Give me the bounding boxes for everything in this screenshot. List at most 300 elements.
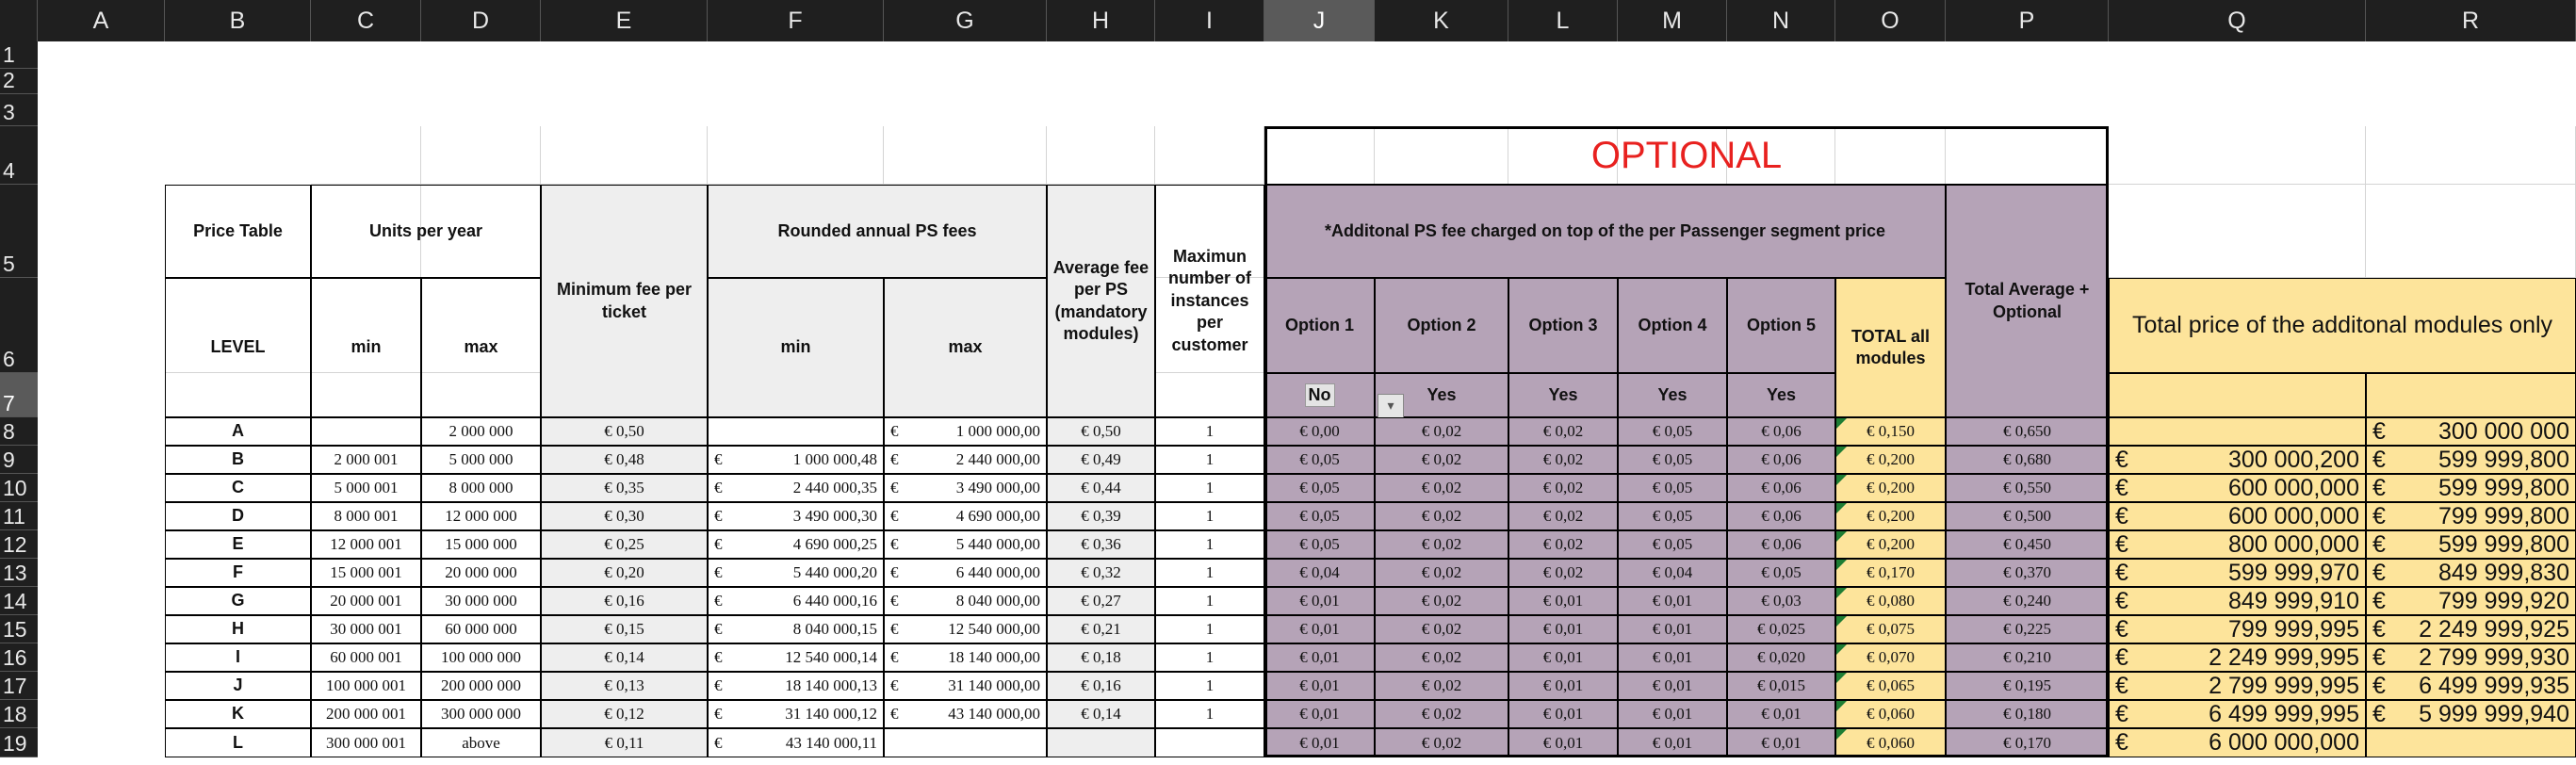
total-average-cell[interactable]: € 0,195: [1946, 672, 2109, 700]
units-max-cell[interactable]: 30 000 000: [421, 587, 541, 615]
amount-value: 3 490 000,30: [792, 507, 877, 525]
row-header-11[interactable]: 11: [0, 502, 38, 530]
option-3-fee-cell[interactable]: € 0,01: [1508, 615, 1618, 643]
level-cell[interactable]: H: [165, 615, 311, 643]
average-fee-cell[interactable]: € 0,18: [1047, 643, 1155, 672]
units-min-cell[interactable]: 15 000 001: [311, 559, 421, 587]
module-price-r-cell[interactable]: [2366, 643, 2576, 672]
option-3-fee-cell[interactable]: € 0,02: [1508, 502, 1618, 530]
module-price-q-cell[interactable]: [2109, 502, 2366, 530]
currency-symbol: €: [714, 648, 723, 666]
amount-value: 300 000,200: [2227, 446, 2359, 473]
total-modules-cell[interactable]: € 0,075: [1835, 615, 1946, 643]
yellow-blank-cell[interactable]: [2366, 373, 2576, 417]
header-fees-min: min: [708, 278, 884, 417]
units-min-cell[interactable]: [311, 417, 421, 446]
total-average-cell[interactable]: € 0,450: [1946, 530, 2109, 559]
module-price-r-cell[interactable]: [2366, 446, 2576, 474]
option-5-fee-cell[interactable]: € 0,05: [1727, 559, 1835, 587]
min-fee-cell[interactable]: € 0,35: [541, 474, 708, 502]
option-1-fee-cell[interactable]: € 0,05: [1264, 446, 1375, 474]
units-max-cell[interactable]: 5 000 000: [421, 446, 541, 474]
module-price-r-cell[interactable]: [2366, 559, 2576, 587]
units-max-cell[interactable]: 300 000 000: [421, 700, 541, 728]
total-average-cell[interactable]: € 0,550: [1946, 474, 2109, 502]
row-header-9[interactable]: 9: [0, 446, 38, 474]
instances-cell[interactable]: 1: [1155, 643, 1264, 672]
module-price-r-cell[interactable]: [2366, 530, 2576, 559]
amount-value: 6 499 999,935: [2419, 672, 2569, 699]
currency-symbol: €: [2372, 587, 2386, 614]
option-1-fee-cell[interactable]: € 0,01: [1264, 728, 1375, 757]
min-fee-cell[interactable]: € 0,15: [541, 615, 708, 643]
option-4-fee-cell[interactable]: € 0,01: [1618, 728, 1727, 757]
units-max-cell[interactable]: above: [421, 728, 541, 757]
grid-cell[interactable]: [2109, 126, 2366, 185]
fees-max-cell[interactable]: [884, 728, 1047, 757]
column-header-g[interactable]: G: [884, 0, 1047, 41]
instances-cell[interactable]: 1: [1155, 417, 1264, 446]
fees-min-cell[interactable]: [708, 728, 884, 757]
instances-cell[interactable]: 1: [1155, 530, 1264, 559]
total-average-cell[interactable]: € 0,370: [1946, 559, 2109, 587]
fees-min-cell[interactable]: [708, 530, 884, 559]
fees-min-cell[interactable]: [708, 643, 884, 672]
column-header-l[interactable]: L: [1508, 0, 1618, 41]
column-header-e[interactable]: E: [541, 0, 708, 41]
option-5-fee-cell[interactable]: € 0,06: [1727, 502, 1835, 530]
min-fee-cell[interactable]: € 0,14: [541, 643, 708, 672]
option-2-fee-cell[interactable]: € 0,02: [1375, 643, 1508, 672]
row-header-18[interactable]: 18: [0, 700, 38, 728]
amount-value: 4 690 000,00: [955, 507, 1040, 525]
module-price-r-cell[interactable]: [2366, 474, 2576, 502]
total-modules-cell[interactable]: € 0,200: [1835, 446, 1946, 474]
level-cell[interactable]: G: [165, 587, 311, 615]
option-1-fee-cell[interactable]: € 0,05: [1264, 530, 1375, 559]
option-3-fee-cell[interactable]: € 0,02: [1508, 530, 1618, 559]
module-price-q-cell[interactable]: [2109, 672, 2366, 700]
units-max-cell[interactable]: 200 000 000: [421, 672, 541, 700]
module-price-r-cell[interactable]: [2366, 502, 2576, 530]
option-1-fee-cell[interactable]: € 0,00: [1264, 417, 1375, 446]
option-4-fee-cell[interactable]: € 0,01: [1618, 672, 1727, 700]
min-fee-cell[interactable]: € 0,25: [541, 530, 708, 559]
average-fee-cell[interactable]: € 0,27: [1047, 587, 1155, 615]
header-average-fee: Average fee per PS (mandatory modules): [1047, 185, 1155, 417]
currency-symbol: €: [890, 535, 899, 553]
grid-cell[interactable]: [1155, 126, 1264, 185]
min-fee-cell[interactable]: € 0,20: [541, 559, 708, 587]
average-fee-cell[interactable]: [1047, 728, 1155, 757]
instances-cell[interactable]: [1155, 728, 1264, 757]
units-max-cell[interactable]: 100 000 000: [421, 643, 541, 672]
grid-cell[interactable]: [541, 126, 708, 185]
row-header-2[interactable]: 2: [0, 69, 38, 94]
level-cell[interactable]: A: [165, 417, 311, 446]
currency-symbol: €: [2115, 615, 2128, 643]
min-fee-cell[interactable]: € 0,13: [541, 672, 708, 700]
option-5-fee-cell[interactable]: € 0,06: [1727, 446, 1835, 474]
column-header-a[interactable]: A: [38, 0, 165, 41]
column-header-k[interactable]: K: [1375, 0, 1508, 41]
total-average-cell[interactable]: € 0,180: [1946, 700, 2109, 728]
row-header-12[interactable]: 12: [0, 530, 38, 559]
average-fee-cell[interactable]: € 0,39: [1047, 502, 1155, 530]
option-4-fee-cell[interactable]: € 0,05: [1618, 417, 1727, 446]
option-2-fee-cell[interactable]: € 0,02: [1375, 728, 1508, 757]
option-5-fee-cell[interactable]: € 0,06: [1727, 530, 1835, 559]
units-max-cell[interactable]: 20 000 000: [421, 559, 541, 587]
module-price-r-cell[interactable]: [2366, 672, 2576, 700]
total-modules-cell[interactable]: € 0,200: [1835, 502, 1946, 530]
option-3-fee-cell[interactable]: € 0,01: [1508, 672, 1618, 700]
option-4-value: Yes: [1657, 384, 1687, 404]
average-fee-cell[interactable]: € 0,50: [1047, 417, 1155, 446]
amount-value: 2 440 000,35: [792, 479, 877, 496]
row-header-16[interactable]: 16: [0, 643, 38, 672]
module-price-q-cell[interactable]: [2109, 446, 2366, 474]
module-price-r-cell[interactable]: [2366, 700, 2576, 728]
level-cell[interactable]: K: [165, 700, 311, 728]
module-price-r-cell[interactable]: [2366, 417, 2576, 446]
row-header-10[interactable]: 10: [0, 474, 38, 502]
total-modules-cell[interactable]: € 0,200: [1835, 474, 1946, 502]
option-2-fee-cell[interactable]: € 0,02: [1375, 417, 1508, 446]
row-header-6[interactable]: 6: [0, 278, 38, 373]
module-price-q-cell[interactable]: [2109, 700, 2366, 728]
option-3-fee-cell[interactable]: € 0,01: [1508, 728, 1618, 757]
instances-cell[interactable]: 1: [1155, 559, 1264, 587]
module-price-q-cell[interactable]: [2109, 728, 2366, 757]
option-4-fee-cell[interactable]: € 0,05: [1618, 530, 1727, 559]
option-3-fee-cell[interactable]: € 0,02: [1508, 474, 1618, 502]
option-3-fee-cell[interactable]: € 0,01: [1508, 643, 1618, 672]
fees-max-cell[interactable]: [884, 587, 1047, 615]
option-5-fee-cell[interactable]: € 0,06: [1727, 474, 1835, 502]
total-modules-cell[interactable]: € 0,065: [1835, 672, 1946, 700]
min-fee-cell[interactable]: € 0,50: [541, 417, 708, 446]
instances-cell[interactable]: 1: [1155, 474, 1264, 502]
option-2-fee-cell[interactable]: € 0,02: [1375, 672, 1508, 700]
units-min-cell[interactable]: 200 000 001: [311, 700, 421, 728]
instances-cell[interactable]: 1: [1155, 700, 1264, 728]
row-header-1[interactable]: 1: [0, 41, 38, 69]
total-modules-cell[interactable]: € 0,200: [1835, 530, 1946, 559]
row-header-4[interactable]: 4: [0, 126, 38, 185]
min-fee-cell[interactable]: € 0,12: [541, 700, 708, 728]
units-min-cell[interactable]: 2 000 001: [311, 446, 421, 474]
column-header-c[interactable]: C: [311, 0, 421, 41]
currency-symbol: €: [714, 592, 723, 610]
level-cell[interactable]: F: [165, 559, 311, 587]
average-fee-cell[interactable]: € 0,44: [1047, 474, 1155, 502]
average-fee-cell[interactable]: € 0,14: [1047, 700, 1155, 728]
total-average-cell[interactable]: € 0,500: [1946, 502, 2109, 530]
option-1-fee-cell[interactable]: € 0,05: [1264, 474, 1375, 502]
module-price-q-cell[interactable]: [2109, 530, 2366, 559]
row-header-8[interactable]: 8: [0, 417, 38, 446]
module-price-r-cell[interactable]: [2366, 728, 2576, 757]
units-min-cell[interactable]: 8 000 001: [311, 502, 421, 530]
option-3-choice[interactable]: [1508, 373, 1618, 417]
fees-min-cell[interactable]: [708, 700, 884, 728]
units-max-cell[interactable]: 12 000 000: [421, 502, 541, 530]
column-header-h[interactable]: H: [1047, 0, 1155, 41]
units-max-cell[interactable]: 2 000 000: [421, 417, 541, 446]
option-4-fee-cell[interactable]: € 0,05: [1618, 474, 1727, 502]
fees-max-cell[interactable]: [884, 474, 1047, 502]
row-header-13[interactable]: 13: [0, 559, 38, 587]
row-header-14[interactable]: 14: [0, 587, 38, 615]
currency-symbol: €: [714, 535, 723, 553]
amount-value: 1 000 000,48: [792, 450, 877, 468]
option-1-fee-cell[interactable]: € 0,01: [1264, 672, 1375, 700]
average-fee-cell[interactable]: € 0,36: [1047, 530, 1155, 559]
average-fee-cell[interactable]: € 0,32: [1047, 559, 1155, 587]
fees-min-cell[interactable]: [708, 446, 884, 474]
total-average-cell[interactable]: € 0,680: [1946, 446, 2109, 474]
option-5-fee-cell[interactable]: € 0,015: [1727, 672, 1835, 700]
option-2-fee-cell[interactable]: € 0,02: [1375, 700, 1508, 728]
total-average-cell[interactable]: € 0,225: [1946, 615, 2109, 643]
grid-cell[interactable]: [311, 126, 421, 185]
option-4-fee-cell[interactable]: € 0,05: [1618, 502, 1727, 530]
average-fee-cell[interactable]: € 0,49: [1047, 446, 1155, 474]
module-price-r-cell[interactable]: [2366, 587, 2576, 615]
option-5-fee-cell[interactable]: € 0,025: [1727, 615, 1835, 643]
column-header-m[interactable]: M: [1618, 0, 1727, 41]
fees-max-cell[interactable]: [884, 559, 1047, 587]
header-units-min: min: [311, 278, 421, 417]
row-header-5[interactable]: 5: [0, 185, 38, 278]
header-total-average-optional: Total Average + Optional: [1946, 185, 2109, 417]
module-price-q-cell[interactable]: [2109, 559, 2366, 587]
units-min-cell[interactable]: 60 000 001: [311, 643, 421, 672]
fees-max-cell[interactable]: [884, 643, 1047, 672]
column-header-n[interactable]: N: [1727, 0, 1835, 41]
level-cell[interactable]: L: [165, 728, 311, 757]
option-1-fee-cell[interactable]: € 0,04: [1264, 559, 1375, 587]
instances-cell[interactable]: 1: [1155, 615, 1264, 643]
total-modules-cell[interactable]: € 0,170: [1835, 559, 1946, 587]
module-price-q-cell[interactable]: [2109, 615, 2366, 643]
currency-symbol: €: [890, 705, 899, 723]
module-price-q-cell[interactable]: [2109, 643, 2366, 672]
option-5-fee-cell[interactable]: € 0,020: [1727, 643, 1835, 672]
fees-min-cell[interactable]: [708, 502, 884, 530]
option-3-fee-cell[interactable]: € 0,01: [1508, 587, 1618, 615]
option-2-fee-cell[interactable]: € 0,02: [1375, 559, 1508, 587]
module-price-q-cell[interactable]: [2109, 417, 2366, 446]
column-header-r[interactable]: R: [2366, 0, 2576, 41]
fees-min-cell[interactable]: [708, 417, 884, 446]
level-cell[interactable]: D: [165, 502, 311, 530]
currency-symbol: €: [714, 563, 723, 581]
currency-symbol: €: [2372, 643, 2386, 671]
grid-cell[interactable]: [421, 126, 541, 185]
units-max-cell[interactable]: 15 000 000: [421, 530, 541, 559]
total-modules-cell[interactable]: € 0,060: [1835, 700, 1946, 728]
header-option-1: Option 1: [1264, 278, 1375, 373]
units-min-cell[interactable]: 300 000 001: [311, 728, 421, 757]
fees-min-cell[interactable]: [708, 672, 884, 700]
currency-symbol: €: [714, 620, 723, 638]
fees-min-cell[interactable]: [708, 474, 884, 502]
grid-cell[interactable]: [884, 126, 1047, 185]
currency-symbol: €: [2115, 530, 2128, 558]
chevron-down-icon[interactable]: ▾: [1378, 394, 1404, 418]
option-3-fee-cell[interactable]: € 0,02: [1508, 559, 1618, 587]
row-header-15[interactable]: 15: [0, 615, 38, 643]
column-header-b[interactable]: B: [165, 0, 311, 41]
column-header-p[interactable]: P: [1946, 0, 2109, 41]
option-3-fee-cell[interactable]: € 0,02: [1508, 417, 1618, 446]
currency-symbol: €: [890, 676, 899, 694]
currency-symbol: €: [2372, 700, 2386, 727]
option-1-fee-cell[interactable]: € 0,01: [1264, 643, 1375, 672]
instances-cell[interactable]: 1: [1155, 446, 1264, 474]
amount-value: 18 140 000,13: [785, 676, 877, 694]
level-cell[interactable]: E: [165, 530, 311, 559]
units-min-cell[interactable]: 20 000 001: [311, 587, 421, 615]
option-2-fee-cell[interactable]: € 0,02: [1375, 615, 1508, 643]
column-header-d[interactable]: D: [421, 0, 541, 41]
option-1-fee-cell[interactable]: € 0,05: [1264, 502, 1375, 530]
module-price-r-cell[interactable]: [2366, 615, 2576, 643]
level-cell[interactable]: B: [165, 446, 311, 474]
grid-cell[interactable]: [2366, 185, 2576, 278]
amount-value: 600 000,000: [2227, 502, 2359, 529]
instances-cell[interactable]: 1: [1155, 672, 1264, 700]
units-max-cell[interactable]: 60 000 000: [421, 615, 541, 643]
option-1-fee-cell[interactable]: € 0,01: [1264, 700, 1375, 728]
min-fee-cell[interactable]: € 0,48: [541, 446, 708, 474]
option-5-fee-cell[interactable]: € 0,01: [1727, 728, 1835, 757]
option-5-choice[interactable]: [1727, 373, 1835, 417]
option-4-fee-cell[interactable]: € 0,04: [1618, 559, 1727, 587]
option-3-fee-cell[interactable]: € 0,02: [1508, 446, 1618, 474]
row-header-7[interactable]: 7: [0, 373, 38, 417]
total-modules-cell[interactable]: € 0,150: [1835, 417, 1946, 446]
min-fee-cell[interactable]: € 0,30: [541, 502, 708, 530]
fees-max-cell[interactable]: [884, 446, 1047, 474]
fees-min-cell[interactable]: [708, 587, 884, 615]
option-4-fee-cell[interactable]: € 0,05: [1618, 446, 1727, 474]
option-4-fee-cell[interactable]: € 0,01: [1618, 615, 1727, 643]
total-modules-cell[interactable]: € 0,080: [1835, 587, 1946, 615]
column-header-o[interactable]: O: [1835, 0, 1946, 41]
option-1-choice[interactable]: [1264, 373, 1375, 417]
option-3-value: Yes: [1548, 384, 1578, 404]
option-1-fee-cell[interactable]: € 0,01: [1264, 587, 1375, 615]
column-header-q[interactable]: Q: [2109, 0, 2366, 41]
level-cell[interactable]: J: [165, 672, 311, 700]
select-all-corner[interactable]: [0, 0, 38, 41]
row-header-17[interactable]: 17: [0, 672, 38, 700]
fees-max-cell[interactable]: [884, 615, 1047, 643]
total-average-cell[interactable]: € 0,170: [1946, 728, 2109, 757]
instances-cell[interactable]: 1: [1155, 502, 1264, 530]
level-cell[interactable]: I: [165, 643, 311, 672]
option-2-fee-cell[interactable]: € 0,02: [1375, 587, 1508, 615]
option-2-fee-cell[interactable]: € 0,02: [1375, 502, 1508, 530]
currency-symbol: €: [890, 648, 899, 666]
grid-cell[interactable]: [2366, 126, 2576, 185]
fees-min-cell[interactable]: [708, 615, 884, 643]
fees-max-cell[interactable]: [884, 672, 1047, 700]
yellow-blank-cell[interactable]: [2109, 373, 2366, 417]
grid-cell[interactable]: [1047, 126, 1155, 185]
option-4-choice[interactable]: [1618, 373, 1727, 417]
instances-cell[interactable]: 1: [1155, 587, 1264, 615]
units-min-cell[interactable]: 100 000 001: [311, 672, 421, 700]
level-cell[interactable]: C: [165, 474, 311, 502]
column-header-f[interactable]: F: [708, 0, 884, 41]
option-4-fee-cell[interactable]: € 0,01: [1618, 587, 1727, 615]
module-price-q-cell[interactable]: [2109, 474, 2366, 502]
amount-value: 2 249 999,995: [2209, 643, 2359, 671]
currency-symbol: €: [714, 705, 723, 723]
fees-max-cell[interactable]: [884, 530, 1047, 559]
fees-max-cell[interactable]: [884, 417, 1047, 446]
fees-min-cell[interactable]: [708, 559, 884, 587]
column-header-j[interactable]: J: [1264, 0, 1375, 41]
header-total-price-modules: Total price of the additonal modules only: [2109, 278, 2576, 373]
average-fee-cell[interactable]: € 0,16: [1047, 672, 1155, 700]
currency-symbol: €: [890, 563, 899, 581]
option-2-fee-cell[interactable]: € 0,02: [1375, 530, 1508, 559]
units-min-cell[interactable]: 5 000 001: [311, 474, 421, 502]
option-4-fee-cell[interactable]: € 0,01: [1618, 700, 1727, 728]
grid-cell[interactable]: [708, 126, 884, 185]
fees-max-cell[interactable]: [884, 700, 1047, 728]
option-1-fee-cell[interactable]: € 0,01: [1264, 615, 1375, 643]
row-header-3[interactable]: 3: [0, 94, 38, 126]
total-average-cell[interactable]: € 0,650: [1946, 417, 2109, 446]
currency-symbol: €: [2115, 474, 2128, 501]
option-5-fee-cell[interactable]: € 0,06: [1727, 417, 1835, 446]
units-min-cell[interactable]: 30 000 001: [311, 615, 421, 643]
total-modules-cell[interactable]: € 0,060: [1835, 728, 1946, 757]
column-header-i[interactable]: I: [1155, 0, 1264, 41]
currency-symbol: €: [890, 422, 899, 440]
total-average-cell[interactable]: € 0,240: [1946, 587, 2109, 615]
option-4-fee-cell[interactable]: € 0,01: [1618, 643, 1727, 672]
units-max-cell[interactable]: 8 000 000: [421, 474, 541, 502]
amount-value: 6 440 000,00: [955, 563, 1040, 581]
option-3-fee-cell[interactable]: € 0,01: [1508, 700, 1618, 728]
currency-symbol: €: [2115, 587, 2128, 614]
option-2-fee-cell[interactable]: € 0,02: [1375, 446, 1508, 474]
option-5-fee-cell[interactable]: € 0,01: [1727, 700, 1835, 728]
currency-symbol: €: [2115, 502, 2128, 529]
option-5-fee-cell[interactable]: € 0,03: [1727, 587, 1835, 615]
min-fee-cell[interactable]: € 0,11: [541, 728, 708, 757]
amount-value: 600 000,000: [2227, 474, 2359, 501]
row-header-19[interactable]: 19: [0, 728, 38, 757]
fees-max-cell[interactable]: [884, 502, 1047, 530]
option-2-fee-cell[interactable]: € 0,02: [1375, 474, 1508, 502]
grid-cell[interactable]: [2109, 185, 2366, 278]
amount-value: 6 440 000,16: [792, 592, 877, 610]
average-fee-cell[interactable]: € 0,21: [1047, 615, 1155, 643]
min-fee-cell[interactable]: € 0,16: [541, 587, 708, 615]
total-modules-cell[interactable]: € 0,070: [1835, 643, 1946, 672]
module-price-q-cell[interactable]: [2109, 587, 2366, 615]
units-min-cell[interactable]: 12 000 001: [311, 530, 421, 559]
total-average-cell[interactable]: € 0,210: [1946, 643, 2109, 672]
